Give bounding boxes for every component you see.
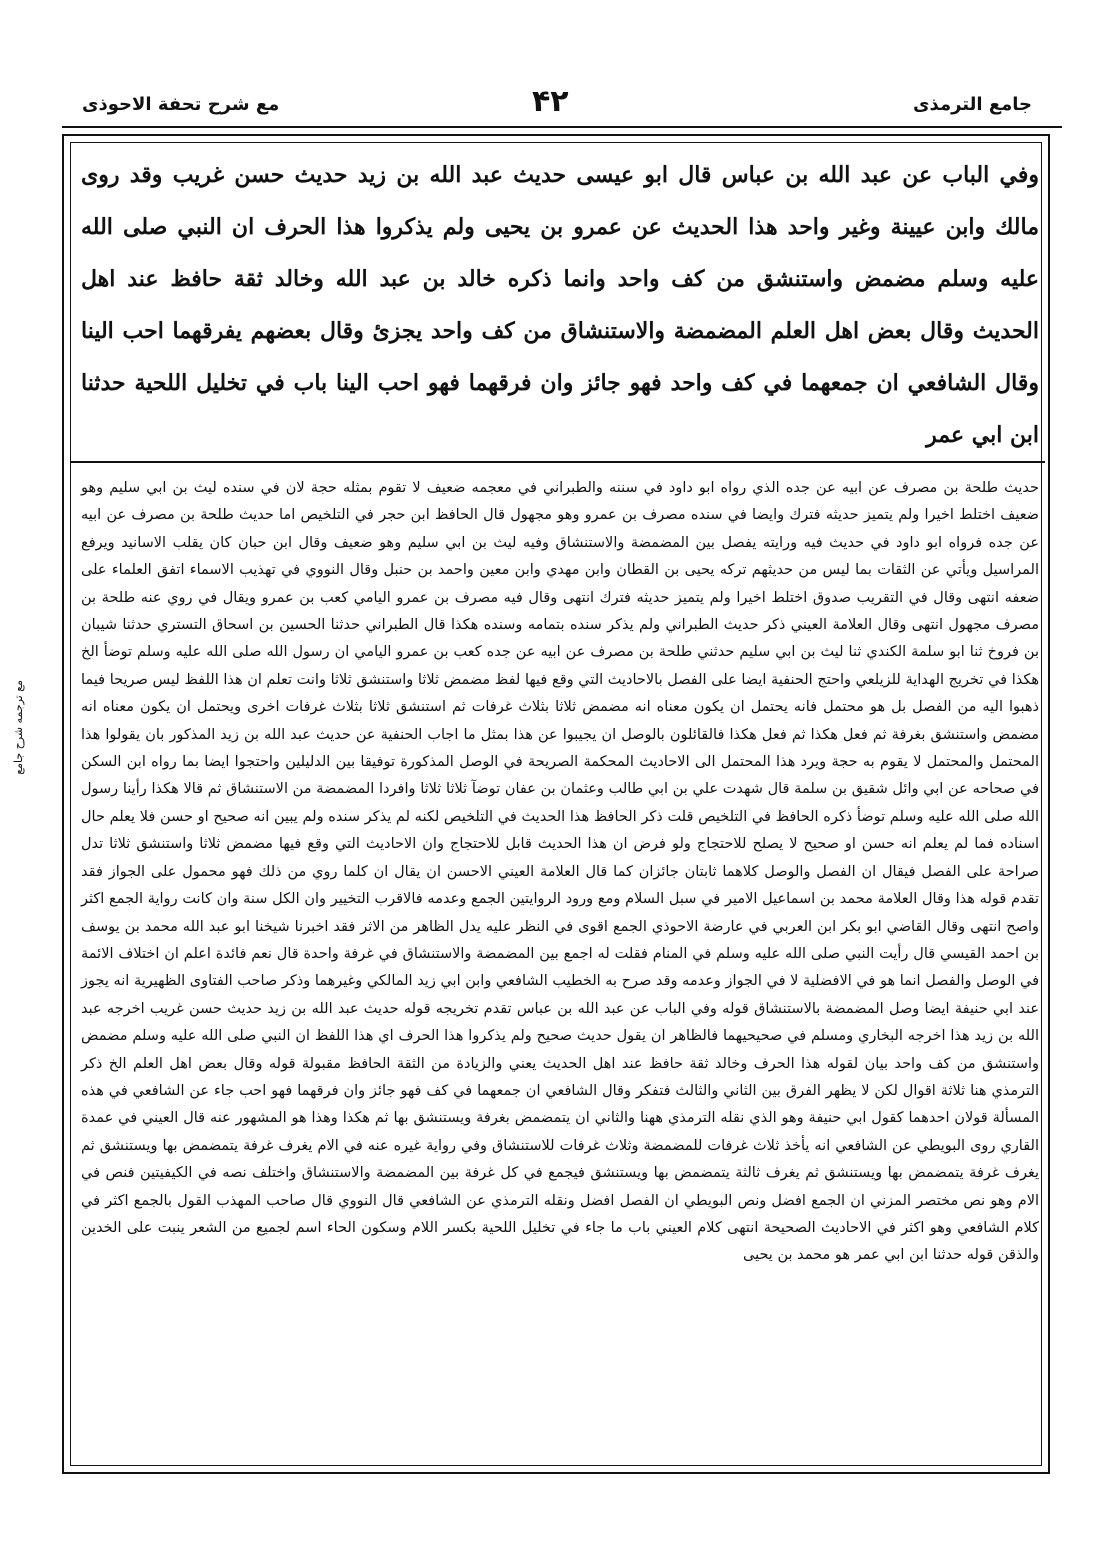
commentary-paragraph: حديث طلحة بن مصرف عن ابيه عن جده الذي رواه ابو داود في سننه والطبراني في معجمه ضعيف لا تقوم بمثله حجة لان في سنده ليث بن ابي سليم وهو ضعيف اختلط اخيرا ولم يتميز حديثه فترك وايضا في سنده مصرف بن عمرو وهو مجهول قال الحافظ ابن حجر في التلخيص اما حديث طلحة بن مصرف عن ابيه عن جده فرواه ابو داود في حديث فيه ورايته يفصل بين المضمضة والاستنشاق وفيه ليث بن ابي سليم وهو ضعيف وقال ابن حبان كان يقلب الاسانيد ويرفع المراسيل ويأتي عن الثقات بما ليس من حديثهم تركه يحيى بن القطان وابن مهدي وابن معين واحمد بن حنبل وقال النووي في تهذيب الاسماء اتفق العلماء على ضعفه انتهى وقال في التقريب صدوق اختلط اخيرا ولم يتميز حديثه فترك انتهى وقال فيه مصرف بن عمرو اليامي كعب بن عمرو ويقال في روي عنه طلحة بن مصرف مجهول انتهى وقال العلامة العيني ذكر حديث الطبراني ولم يذكر سنده بتمامه وسنده هكذا قال الطبراني حدثنا الحسين بن اسحاق التستري حدثنا شيبان بن فروخ ثنا ابو سلمة الكندي ثنا ليث بن ابي سليم حدثني طلحة بن مصرف عن ابيه عن جده كعب بن عمرو اليامي ان رسول الله صلى الله عليه وسلم توضأ الخ هكذا في تخريج الهداية للزيلعي واحتج الحنفية ايضا على الفصل بالاحاديث التي وقع فيها لفظ مضمض ثلاثا واستنشق ثلاثا وانت تعلم ان هذا اللفظ ليس صريحا فيما ذهبوا اليه من الفصل بل هو محتمل فانه يحتمل ان يكون معناه انه مضمض ثلاثا بثلاث غرفات ثم استنشق ثلاثا بثلاث غرفات اخرى ويحتمل ان يكون معناه انه مضمض واستنشق بغرفة ثم فعل هكذا ثم فعل هكذا فالقائلون بالوصل ان يجيبوا عن هذا بمثل ما اجاب الحنفية عن حديث عبد الله بن زيد المذكور بان يقولوا هذا المحتمل والمحتمل لا يقوم به حجة ويرد هذا المحتمل الى الاحاديث المحكمة الصريحة في الوصل المذكورة توفيقا بين الدليلين واحتجوا ايضا بما رواه ابن السكن في صحاحه عن ابي وائل شقيق بن سلمة قال شهدت علي بن ابي طالب وعثمان بن عفان توضآ ثلاثا ثلاثا وافردا المضمضة من الاستنشاق ثم قالا هكذا رأينا رسول الله صلى الله عليه وسلم توضأ ذكره الحافظ في التلخيص قلت ذكر الحافظ هذا الحديث في التلخيص لكنه لم يذكر سنده ولم يبين انه صحيح او حسن فلا يعلم حال اسناده فما لم يعلم انه حسن او صحيح لا يصلح للاحتجاج ولو فرض ان هذا الحديث قابل للاحتجاج وان الاحاديث التي وقع فيها مضمض ثلاثا واستنشق ثلاثا تدل صراحة على الفصل فيقال ان الفصل والوصل كلاهما ثابتان جائزان كما قال العلامة العيني الاحسن ان يقال ان كلما روي من ذلك فهو محمول على الجواز فقد تقدم قوله هذا وقال العلامة محمد بن اسماعيل الامير في سبل السلام ومع ورود الروايتين الجمع وعدمه فالاقرب التخيير وان الكل سنة وان كانت رواية الجمع اكثر واصح انتهى وقال القاضي ابو بكر ابن العربي في عارضة الاحوذي الجمع اقوى في النظر عليه يدل الظاهر من الاثر فقد اخبرنا شيخنا ابو عبد الله محمد بن يوسف بن احمد القيسي قال رأيت النبي صلى الله عليه وسلم في المنام فقلت له اجمع بين المضمضة والاستنشاق في غرفة واحدة قال نعم فائدة اعلم ان اختلاف الائمة في الوصل والفصل انما هو في الافضلية لا في الجواز وعدمه وقد صرح به الخطيب الشافعي وابن ابي زيد المالكي وغيرهما وذكر صاحب الفتاوى الظهيرية انه يجوز عند ابي حنيفة ايضا وصل المضمضة بالاستنشاق قوله وفي الباب عن عبد الله بن عباس تقدم تخريجه قوله حديث عبد الله بن زيد حديث حسن غريب اخرجه عبد الله بن زيد هذا اخرجه البخاري ومسلم في صحيحيهما فالظاهر ان يقول حديث صحيح ولم يذكروا هذا الحرف اي هذا اللفظ ان النبي صلى الله عليه وسلم مضمض واستنشق من كف واحد بيان لقوله هذا الحرف وخالد ثقة حافظ عند اهل الحديث يعني والزيادة من الثقة الحافظ مقبولة قوله وقال بعض اهل العلم الخ ذكر الترمذي هنا ثلاثة اقوال لكن لا يظهر الفرق بين الثاني والثالث فتفكر وقال الشافعي ان جمعهما في كف فهو جائز وان فرقهما فهو احب جاء عن الشافعي في هذه المسألة قولان احدهما كقول ابي حنيفة وهو الذي نقله الترمذي ههنا والثاني ان يتمضمض بغرفة ويستنشق بها ثم هكذا وهذا هو المشهور عنه قال العيني في عمدة القاري روى البويطي عن الشافعي انه يأخذ ثلاث غرفات للمضمضة وثلاث غرفات للاستنشاق وفي رواية غيره عنه في الام يغرف غرفة يتمضمض بها ويستنشق ثم يغرف غرفة يتمضمض بها ويستنشق ثم يغرف ثالثة يتمضمض بها ويستنشق فيجمع في كل غرفة بين المضمضة والاستنشاق واختلف نصه في الكيفيتين فنص في الام وهو نص مختصر المزني ان الجمع افضل ونص البويطي ان الفصل افضل ونقله الترمذي عن الشافعي قال النووي قال صاحب المهذب القول بالجمع اكثر في كلام الشافعي وهو اكثر في الاحاديث الصحيحة انتهى كلام العيني باب ما جاء في تخليل اللحية بكسر اللام وسكون الحاء اسم لجميع من الشعر ينبت على الخدين والذقن قوله حدثنا ابن ابي عمر هو محمد بن يحيى [81, 480, 1039, 1264]
section-divider [71, 461, 1045, 463]
header-right-title: جامع الترمذى [913, 94, 1032, 115]
header-rule [62, 126, 1062, 128]
page-header [62, 84, 1062, 128]
page-frame [62, 134, 1050, 1474]
main-hadith-text [81, 149, 1039, 449]
margin-note-text: مع ترجمه شرح جامع [12, 680, 25, 775]
margin-note [12, 520, 48, 775]
main-text-paragraph: وفي الباب عن عبد الله بن عباس قال ابو عيسى حديث عبد الله بن زيد حديث حسن غريب وقد روى مالك وابن عيينة وغير واحد هذا الحديث عن عمرو بن يحيى ولم يذكروا هذا الحرف ان النبي صلى الله عليه وسلم مضمض واستنشق من كف واحد وانما ذكره خالد بن عبد الله وخالد ثقة حافظ عند اهل الحديث وقال بعض اهل العلم المضمضة والاستنشاق من كف واحد يجزئ وقال بعضهم يفرقهما احب الينا وقال الشافعي ان جمعهما في كف واحد فهو جائز وان فرقهما فهو احب الينا باب في تخليل اللحية حدثنا ابن ابي عمر [81, 162, 1039, 448]
page-frame-inner [70, 142, 1042, 1466]
page-number: ۴۲ [532, 84, 569, 119]
header-left-title: مع شرح تحفة الاحوذى [82, 94, 280, 115]
commentary-text [81, 475, 1039, 1465]
